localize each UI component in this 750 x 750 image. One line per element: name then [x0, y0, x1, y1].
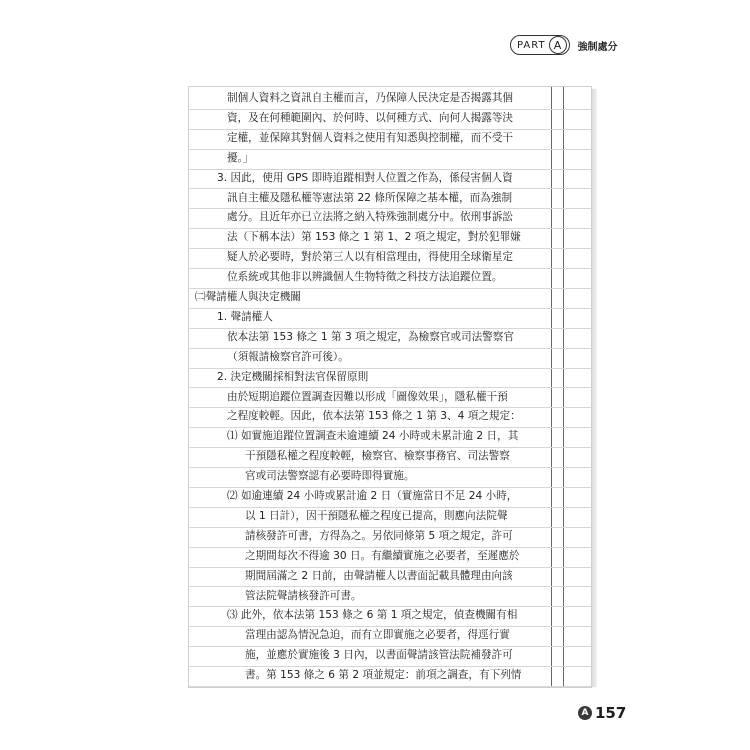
text-line-content: 3. 因此，使用 GPS 即時追蹤相對人位置之作為，係侵害個人資	[217, 171, 513, 184]
text-line-content: 處分。且近年亦已立法將之納入特殊強制處分中。依刑事訴訟	[227, 211, 514, 224]
text-line-content: 施，並應於實施後 3 日內，以書面聲請該管法院補發許可	[245, 649, 513, 662]
text-line	[189, 407, 591, 428]
part-label: PART	[517, 39, 546, 51]
text-line-content: ⑵ 如逾連續 24 小時或累計逾 2 日（實施當日不足 24 小時，	[227, 490, 518, 502]
text-panel	[188, 86, 592, 688]
text-line	[189, 547, 591, 568]
text-line	[189, 626, 591, 647]
text-line-content: 當理由認為情況急迫，而有立即實施之必要者，得逕行實	[245, 629, 510, 642]
text-line	[189, 666, 591, 687]
text-line	[189, 288, 591, 309]
text-line-content: 依本法第 153 條之 1 第 3 項之規定，為檢察官或司法警察官	[227, 330, 514, 343]
text-line	[189, 328, 591, 349]
text-line	[189, 606, 591, 627]
text-line-content: 官或司法警察認有必要時即得實施。	[245, 470, 415, 483]
text-line	[189, 89, 591, 110]
text-line-content: 之期間每次不得逾 30 日。有繼續實施之必要者，至遲應於	[245, 549, 520, 562]
text-line	[189, 109, 591, 130]
text-line-content: 1. 聲請權人	[217, 310, 273, 323]
text-line	[189, 308, 591, 329]
text-line	[189, 527, 591, 548]
text-line-content: 疑人於必要時，對於第三人以有相當理由，得使用全球衛星定	[227, 251, 514, 264]
text-line-content: （須報請檢察官許可後）。	[227, 350, 349, 363]
page-number	[578, 704, 626, 722]
text-line-content: 之程度較輕。因此，依本法第 153 條之 1 第 3、4 項之規定：	[227, 410, 521, 423]
text-line-content: ⑶ 此外，依本法第 153 條之 6 第 1 項之規定，偵查機關有相	[227, 609, 518, 622]
text-line-content: 干預隱私權之程度較輕，檢察官、檢察事務官、司法警察	[245, 450, 510, 463]
text-line-content: 擾。」	[227, 151, 254, 164]
text-line	[189, 487, 591, 508]
part-badge-icon: A	[578, 706, 592, 720]
text-line	[189, 208, 591, 229]
text-line	[189, 169, 591, 190]
text-line-content: 2. 決定機關採相對法官保留原則	[217, 370, 369, 383]
text-line-content: ㈡聲請權人與決定機關	[195, 291, 301, 303]
text-line-content: 期間屆滿之 2 日前，由聲請權人以書面記載具體理由向該	[245, 569, 513, 582]
text-line	[189, 189, 591, 210]
text-line	[189, 228, 591, 249]
text-line-content: 以 1 日計），因干預隱私權之程度已提高，則應向法院聲	[245, 509, 508, 522]
text-line	[189, 248, 591, 269]
text-line-content: 位系統或其他非以辨識個人生物特徵之科技方法追蹤位置。	[227, 271, 503, 284]
text-line-content: 書。第 153 條之 6 第 2 項並規定：前項之調查，有下列情	[245, 669, 522, 682]
text-line	[189, 368, 591, 389]
text-line-content: 訊自主權及隱私權等憲法第 22 條所保障之基本權，而為強制	[227, 191, 513, 204]
text-line	[189, 149, 591, 170]
text-line	[189, 587, 591, 608]
text-line	[189, 348, 591, 369]
text-line	[189, 447, 591, 468]
page-number-text: 157	[595, 704, 627, 722]
text-line	[189, 129, 591, 150]
text-line	[189, 388, 591, 409]
part-header	[510, 35, 618, 55]
text-line	[189, 268, 591, 289]
section-title: 強制處分	[577, 41, 618, 53]
text-line-content: 制個人資料之資訊自主權而言，乃保障人民決定是否揭露其個	[227, 92, 514, 104]
text-line-content: 請核發許可書，方得為之。另依同條第 5 項之規定，許可	[245, 529, 513, 542]
text-line-content: ⑴ 如實施追蹤位置調查未逾連續 24 小時或未累計逾 2 日，其	[227, 430, 519, 443]
text-line	[189, 507, 591, 528]
text-line	[189, 467, 591, 488]
text-line	[189, 427, 591, 448]
part-letter: A	[549, 36, 567, 54]
text-line	[189, 567, 591, 588]
text-line-content: 由於短期追蹤位置調查因難以形成「圖像效果」，隱私權干預	[227, 390, 508, 403]
text-line	[189, 646, 591, 667]
part-pill	[510, 35, 570, 55]
text-line-content: 資，及在何種範圍內、於何時、以何種方式、向何人揭露等決	[227, 111, 514, 124]
text-line-content: 管法院聲請核發許可書。	[245, 589, 362, 602]
text-line-content: 定權，並保障其對個人資料之使用有知悉與控制權，而不受干	[227, 131, 514, 144]
text-line-content: 法（下稱本法）第 153 條之 1 第 1、2 項之規定，對於犯罪嫌	[227, 231, 521, 244]
